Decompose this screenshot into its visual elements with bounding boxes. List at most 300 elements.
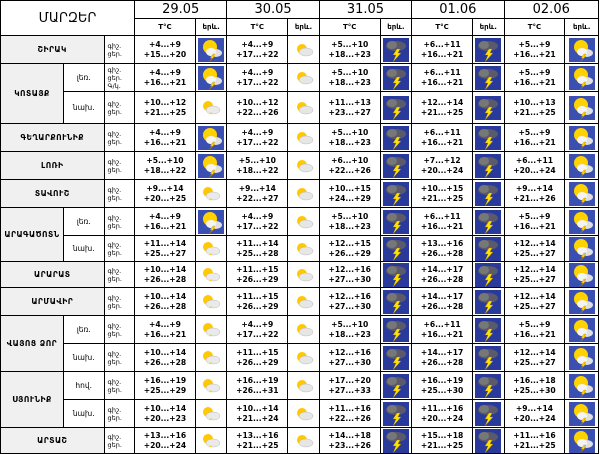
day-temp: +25...+27 xyxy=(143,248,187,258)
day-temp: +16...+21 xyxy=(420,137,464,147)
temperature-cell xyxy=(412,288,473,316)
temperature-cell xyxy=(412,180,473,208)
period-label: ցեր. xyxy=(107,49,122,58)
temperature-cell xyxy=(135,372,196,400)
sun-cloud-storm-icon xyxy=(569,210,595,234)
day-temp: +25...+28 xyxy=(236,248,279,258)
temperature-cell xyxy=(319,208,380,236)
night-temp: +10...+14 xyxy=(143,404,187,413)
partly-cloudy-icon xyxy=(201,295,221,309)
table-row xyxy=(1,124,599,152)
period-label: գիշ. xyxy=(107,321,122,330)
weather-icon-cell xyxy=(473,208,504,236)
subregion-label: նախ. xyxy=(63,92,104,124)
weather-icon-cell xyxy=(288,428,319,454)
period-labels xyxy=(104,288,134,316)
day-temp: +16...+21 xyxy=(513,329,556,339)
partly-cloudy-icon xyxy=(201,323,221,337)
weather-icon-cell xyxy=(195,124,226,152)
weather-icon-cell xyxy=(195,400,226,428)
weather-icon-cell xyxy=(473,344,504,372)
weather-icon-cell xyxy=(380,288,411,316)
thunderstorm-icon xyxy=(475,290,501,314)
day-temp: +16...+21 xyxy=(513,221,556,231)
thunderstorm-icon xyxy=(475,374,501,398)
temperature-cell xyxy=(135,36,196,64)
thunderstorm-icon xyxy=(475,263,501,287)
weather-icon-cell xyxy=(565,344,599,372)
thunderstorm-icon xyxy=(383,346,409,370)
day-temp: +15...+20 xyxy=(143,49,187,59)
weather-icon-cell xyxy=(288,36,319,64)
period-label: գիշ. xyxy=(107,240,122,249)
night-temp: +4...+9 xyxy=(148,40,181,49)
night-temp: +9...+14 xyxy=(238,184,276,193)
region-name: ՍՅՈՒՆԻՔ xyxy=(1,372,64,428)
night-temp: +10...+12 xyxy=(236,98,279,107)
partly-cloudy-icon xyxy=(294,215,314,229)
weather-icon-cell xyxy=(195,262,226,288)
sun-cloud-storm-icon xyxy=(569,290,595,314)
temperature-cell xyxy=(319,180,380,208)
weather-icon-cell xyxy=(195,92,226,124)
temperature-cell xyxy=(412,262,473,288)
weather-icon-cell xyxy=(473,236,504,262)
thunderstorm-icon xyxy=(383,237,409,261)
period-label: ցեր. xyxy=(107,107,122,116)
period-label: գիշ. xyxy=(107,377,122,386)
weather-icon-cell xyxy=(195,344,226,372)
weather-icon-cell xyxy=(473,288,504,316)
period-label: գիշ. xyxy=(107,405,122,414)
night-temp: +7...+12 xyxy=(423,156,461,165)
temperature-cell xyxy=(504,180,565,208)
temperature-cell xyxy=(319,236,380,262)
table-row xyxy=(1,400,599,428)
thunderstorm-icon xyxy=(475,318,501,342)
period-label: ցեր. xyxy=(107,193,122,202)
partly-cloudy-icon xyxy=(201,379,221,393)
weather-icon-cell xyxy=(380,180,411,208)
day-temp: +22...+27 xyxy=(236,193,279,203)
partly-cloudy-icon xyxy=(294,323,314,337)
weather-icon-cell xyxy=(288,262,319,288)
temperature-cell xyxy=(135,344,196,372)
weather-icon-cell xyxy=(288,208,319,236)
weather-icon-cell xyxy=(473,262,504,288)
day-temp: +18...+23 xyxy=(328,329,371,339)
day-temp: +25...+30 xyxy=(513,385,556,395)
region-name: ՎԱՅՈՑ ՁՈՐ xyxy=(1,316,64,372)
table-row xyxy=(1,316,599,344)
thunderstorm-icon xyxy=(475,154,501,178)
partly-cloudy-icon xyxy=(201,407,221,421)
weather-icon-cell xyxy=(565,288,599,316)
temperature-cell xyxy=(504,236,565,262)
day-temp: +24...+29 xyxy=(328,193,371,203)
sun-cloud-storm-icon xyxy=(569,154,595,178)
day-temp: +18...+23 xyxy=(328,77,371,87)
thunderstorm-icon xyxy=(383,374,409,398)
temperature-cell xyxy=(319,152,380,180)
day-temp: +25...+27 xyxy=(513,274,556,284)
temperature-cell xyxy=(227,180,288,208)
day-temp: +18...+22 xyxy=(236,165,279,175)
temperature-cell xyxy=(412,64,473,92)
night-temp: +5...+9 xyxy=(518,128,551,137)
period-label: գիշ. xyxy=(107,41,122,50)
night-temp: +15...+18 xyxy=(420,431,464,440)
temperature-cell xyxy=(227,36,288,64)
partly-cloudy-icon xyxy=(201,187,221,201)
weather-icon-cell xyxy=(380,152,411,180)
night-temp: +14...+17 xyxy=(420,348,464,357)
night-temp: +9...+14 xyxy=(515,184,554,193)
day-temp: +17...+22 xyxy=(236,137,279,147)
day-temp: +22...+26 xyxy=(328,165,371,175)
temperature-cell xyxy=(135,208,196,236)
day-temp: +25...+27 xyxy=(513,357,556,367)
temperature-cell xyxy=(227,208,288,236)
icon-col-header: երև. xyxy=(195,19,226,36)
temperature-cell xyxy=(412,372,473,400)
partly-cloudy-icon xyxy=(294,101,314,115)
day-temp: +26...+28 xyxy=(143,357,187,367)
table-row xyxy=(1,288,599,316)
partly-cloudy-icon xyxy=(201,351,221,365)
night-temp: +5...+9 xyxy=(518,320,551,329)
night-temp: +12...+14 xyxy=(513,348,556,357)
night-temp: +5...+10 xyxy=(331,40,369,49)
day-temp: +16...+21 xyxy=(143,77,187,87)
weather-icon-cell xyxy=(288,64,319,92)
weather-icon-cell xyxy=(473,64,504,92)
period-labels xyxy=(104,262,134,288)
period-label: ցեր. xyxy=(107,385,122,394)
day-temp: +26...+28 xyxy=(420,274,464,284)
icon-col-header: երև. xyxy=(380,19,411,36)
thunderstorm-icon xyxy=(475,38,501,62)
night-temp: +10...+15 xyxy=(420,184,464,193)
night-temp: +10...+14 xyxy=(143,265,187,274)
weather-icon-cell xyxy=(288,124,319,152)
temperature-cell xyxy=(227,92,288,124)
temperature-cell xyxy=(412,316,473,344)
day-temp: +22...+26 xyxy=(236,107,279,117)
period-labels xyxy=(104,344,134,372)
temperature-cell xyxy=(504,288,565,316)
period-label: ցեր. xyxy=(107,329,122,338)
weather-icon-cell xyxy=(195,428,226,454)
night-temp: +6...+11 xyxy=(423,128,461,137)
night-temp: +6...+11 xyxy=(515,156,554,165)
weather-icon-cell xyxy=(380,372,411,400)
region-name: ԱՐԱԳԱԾՈՏՆ xyxy=(1,208,64,262)
temperature-cell xyxy=(319,400,380,428)
subregion-label: լեռ. xyxy=(63,64,104,92)
temperature-cell xyxy=(227,124,288,152)
day-temp: +20...+24 xyxy=(143,440,187,450)
day-temp: +26...+29 xyxy=(236,357,279,367)
day-temp: +16...+21 xyxy=(420,329,464,339)
day-temp: +18...+22 xyxy=(143,165,187,175)
temp-col-header: T°C xyxy=(135,19,196,36)
sun-cloud-storm-icon xyxy=(569,263,595,287)
period-label: գիշ. xyxy=(107,349,122,358)
weather-icon-cell xyxy=(380,344,411,372)
day-temp: +20...+24 xyxy=(420,413,464,423)
weather-icon-cell xyxy=(288,372,319,400)
night-temp: +16...+19 xyxy=(420,376,464,385)
weather-icon-cell xyxy=(473,372,504,400)
night-temp: +16...+19 xyxy=(236,376,279,385)
icon-col-header: երև. xyxy=(288,19,319,36)
thunderstorm-icon xyxy=(383,38,409,62)
temperature-cell xyxy=(319,92,380,124)
temp-col-header: T°C xyxy=(319,19,380,36)
period-label: Գ/կ. xyxy=(107,81,121,90)
period-labels xyxy=(104,36,134,64)
day-temp: +16...+21 xyxy=(513,137,556,147)
temperature-cell xyxy=(227,152,288,180)
period-labels xyxy=(104,400,134,428)
period-label: գիշ. xyxy=(107,293,122,302)
partly-cloudy-icon xyxy=(294,159,314,173)
sun-cloud-storm-icon xyxy=(569,38,595,62)
icon-col-header: երև. xyxy=(565,19,599,36)
night-temp: +6...+10 xyxy=(331,156,369,165)
night-temp: +12...+16 xyxy=(328,292,371,301)
night-temp: +12...+14 xyxy=(513,292,556,301)
thunderstorm-icon xyxy=(383,96,409,120)
sun-cloud-storm-icon xyxy=(569,182,595,206)
temperature-cell xyxy=(504,64,565,92)
night-temp: +13...+16 xyxy=(236,431,279,440)
night-temp: +12...+15 xyxy=(328,239,371,248)
night-temp: +10...+14 xyxy=(236,404,279,413)
night-temp: +11...+14 xyxy=(236,239,279,248)
thunderstorm-icon xyxy=(383,318,409,342)
night-temp: +12...+14 xyxy=(420,98,464,107)
day-temp: +27...+33 xyxy=(328,385,371,395)
day-temp: +26...+28 xyxy=(143,274,187,284)
period-labels xyxy=(104,236,134,262)
weather-icon-cell xyxy=(473,92,504,124)
period-labels xyxy=(104,372,134,400)
subregion-label: նախ. xyxy=(63,400,104,428)
day-temp: +16...+21 xyxy=(420,49,464,59)
period-label: ցեր. xyxy=(107,357,122,366)
sun-cloud-storm-icon xyxy=(569,429,595,453)
temperature-cell xyxy=(504,92,565,124)
weather-icon-cell xyxy=(473,152,504,180)
temperature-cell xyxy=(504,372,565,400)
night-temp: +10...+14 xyxy=(143,348,187,357)
weather-icon-cell xyxy=(288,180,319,208)
weather-icon-cell xyxy=(380,92,411,124)
weather-icon-cell xyxy=(380,124,411,152)
night-temp: +14...+17 xyxy=(420,265,464,274)
temperature-cell xyxy=(227,428,288,454)
table-title: ՄԱՐԶԵՐ xyxy=(1,1,135,36)
day-temp: +21...+24 xyxy=(236,413,279,423)
weather-icon-cell xyxy=(288,152,319,180)
night-temp: +4...+9 xyxy=(148,68,181,77)
temperature-cell xyxy=(319,316,380,344)
sun-cloud-storm-icon xyxy=(198,126,224,150)
temperature-cell xyxy=(135,316,196,344)
temperature-cell xyxy=(504,124,565,152)
weather-icon-cell xyxy=(195,372,226,400)
thunderstorm-icon xyxy=(383,290,409,314)
day-temp: +17...+22 xyxy=(236,77,279,87)
partly-cloudy-icon xyxy=(294,407,314,421)
subregion-label: նախ. xyxy=(63,344,104,372)
partly-cloudy-icon xyxy=(294,187,314,201)
night-temp: +9...+14 xyxy=(515,404,554,413)
weather-icon-cell xyxy=(288,92,319,124)
weather-icon-cell xyxy=(565,64,599,92)
night-temp: +12...+16 xyxy=(328,265,371,274)
temperature-cell xyxy=(412,236,473,262)
temperature-cell xyxy=(504,428,565,454)
temperature-cell xyxy=(412,152,473,180)
period-label: գիշ. xyxy=(107,99,122,108)
period-labels xyxy=(104,152,134,180)
thunderstorm-icon xyxy=(383,263,409,287)
day-temp: +16...+21 xyxy=(513,49,556,59)
night-temp: +13...+16 xyxy=(143,431,187,440)
night-temp: +6...+11 xyxy=(423,40,461,49)
day-temp: +27...+30 xyxy=(328,357,371,367)
night-temp: +5...+10 xyxy=(331,320,369,329)
period-label: գիշ. xyxy=(107,157,122,166)
weather-icon-cell xyxy=(565,36,599,64)
day-temp: +26...+29 xyxy=(328,248,371,258)
day-temp: +17...+22 xyxy=(236,49,279,59)
weather-icon-cell xyxy=(380,236,411,262)
night-temp: +5...+10 xyxy=(331,68,369,77)
partly-cloudy-icon xyxy=(294,268,314,282)
temperature-cell xyxy=(504,400,565,428)
day-temp: +20...+24 xyxy=(420,165,464,175)
temperature-cell xyxy=(135,428,196,454)
night-temp: +11...+13 xyxy=(328,98,371,107)
partly-cloudy-icon xyxy=(294,131,314,145)
weather-icon-cell xyxy=(195,152,226,180)
table-row xyxy=(1,372,599,400)
temperature-cell xyxy=(319,428,380,454)
temperature-cell xyxy=(227,64,288,92)
weather-icon-cell xyxy=(473,36,504,64)
weather-icon-cell xyxy=(565,262,599,288)
day-temp: +21...+25 xyxy=(420,193,464,203)
subregion-label: լեռ. xyxy=(63,316,104,344)
period-label: ցեր. xyxy=(107,413,122,422)
period-label: ցեր. xyxy=(107,274,122,283)
weather-icon-cell xyxy=(565,372,599,400)
night-temp: +13...+16 xyxy=(420,239,464,248)
night-temp: +4...+9 xyxy=(241,128,274,137)
period-label: ցեր. xyxy=(107,248,122,257)
day-temp: +25...+30 xyxy=(420,385,464,395)
region-name: ԱՐՏԱՇ xyxy=(1,428,105,454)
partly-cloudy-icon xyxy=(294,295,314,309)
temperature-cell xyxy=(504,262,565,288)
temperature-cell xyxy=(135,64,196,92)
table-row xyxy=(1,236,599,262)
weather-icon-cell xyxy=(473,316,504,344)
day-temp: +23...+27 xyxy=(328,107,371,117)
night-temp: +5...+10 xyxy=(146,156,184,165)
night-temp: +5...+10 xyxy=(331,212,369,221)
day-temp: +26...+29 xyxy=(236,274,279,284)
night-temp: +9...+14 xyxy=(146,184,184,193)
day-temp: +21...+25 xyxy=(420,440,464,450)
thunderstorm-icon xyxy=(475,182,501,206)
temperature-cell xyxy=(135,92,196,124)
weather-icon-cell xyxy=(473,124,504,152)
weather-icon-cell xyxy=(380,208,411,236)
temperature-cell xyxy=(319,372,380,400)
weather-icon-cell xyxy=(380,64,411,92)
day-temp: +22...+26 xyxy=(328,413,371,423)
date-header: 31.05 xyxy=(319,1,411,19)
temperature-cell xyxy=(135,124,196,152)
day-temp: +27...+30 xyxy=(328,274,371,284)
temp-col-header: T°C xyxy=(412,19,473,36)
partly-cloudy-icon xyxy=(201,434,221,448)
night-temp: +5...+10 xyxy=(331,128,369,137)
weather-icon-cell xyxy=(288,316,319,344)
weather-icon-cell xyxy=(565,208,599,236)
temperature-cell xyxy=(135,288,196,316)
night-temp: +11...+14 xyxy=(143,239,187,248)
day-temp: +16...+21 xyxy=(420,77,464,87)
temperature-cell xyxy=(412,92,473,124)
night-temp: +6...+11 xyxy=(423,68,461,77)
night-temp: +12...+14 xyxy=(513,239,556,248)
day-temp: +16...+21 xyxy=(143,221,187,231)
sun-cloud-storm-icon xyxy=(569,126,595,150)
night-temp: +14...+17 xyxy=(420,292,464,301)
temperature-cell xyxy=(227,262,288,288)
day-temp: +25...+27 xyxy=(513,248,556,258)
weather-icon-cell xyxy=(380,36,411,64)
sun-cloud-storm-icon xyxy=(198,154,224,178)
subregion-label: լեռ. xyxy=(63,208,104,236)
weather-icon-cell xyxy=(288,400,319,428)
temperature-cell xyxy=(412,208,473,236)
thunderstorm-icon xyxy=(475,402,501,426)
weather-icon-cell xyxy=(195,36,226,64)
night-temp: +12...+16 xyxy=(328,348,371,357)
weather-icon-cell xyxy=(473,180,504,208)
night-temp: +11...+15 xyxy=(236,348,279,357)
sun-cloud-storm-icon xyxy=(569,66,595,90)
thunderstorm-icon xyxy=(383,66,409,90)
night-temp: +10...+15 xyxy=(328,184,371,193)
temperature-cell xyxy=(227,236,288,262)
night-temp: +4...+9 xyxy=(241,212,274,221)
temperature-cell xyxy=(319,36,380,64)
day-temp: +16...+21 xyxy=(420,221,464,231)
day-temp: +26...+28 xyxy=(420,301,464,311)
temperature-cell xyxy=(504,36,565,64)
date-header: 29.05 xyxy=(135,1,227,19)
day-temp: +16...+21 xyxy=(143,329,187,339)
thunderstorm-icon xyxy=(475,126,501,150)
